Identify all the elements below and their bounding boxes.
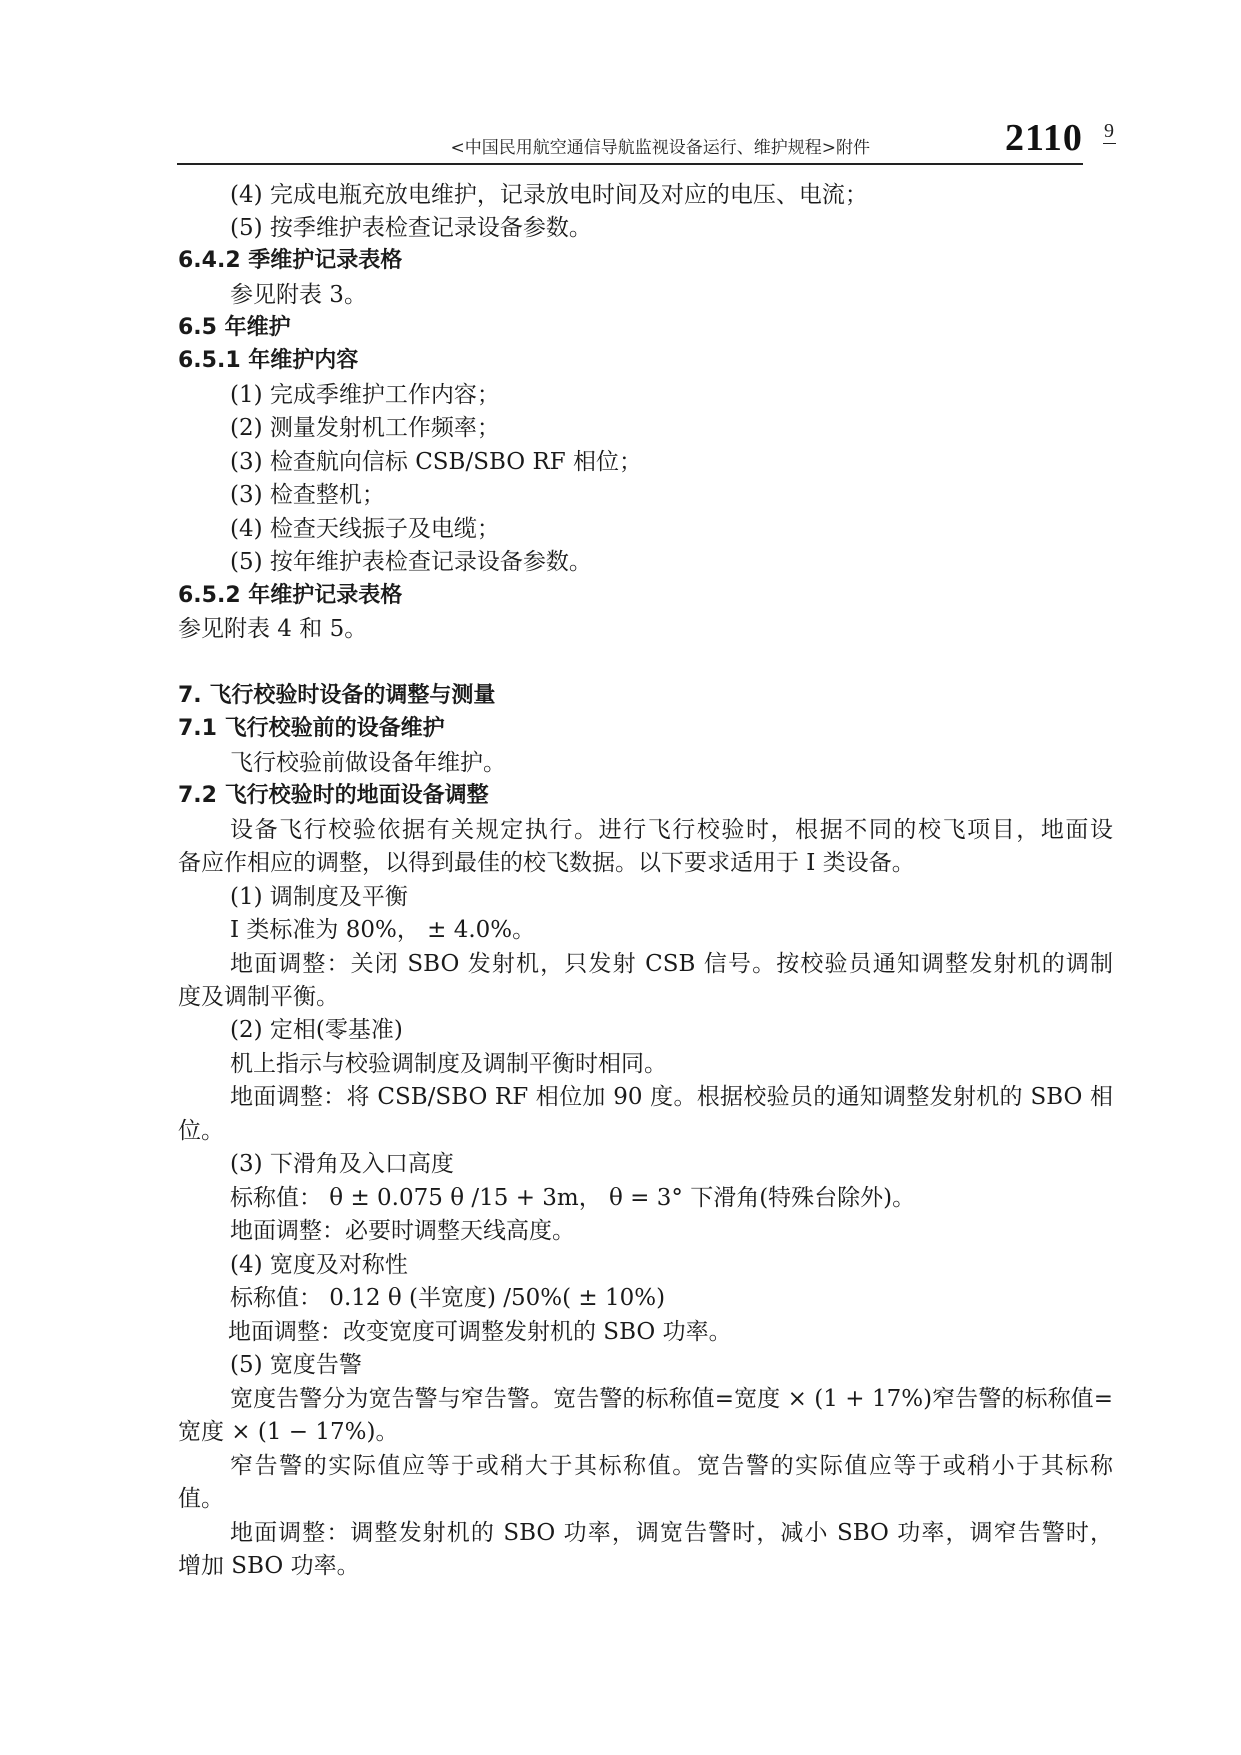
paragraph-line: 地面调整：将 CSB/SBO RF 相位加 90 度。根据校验员的通知调整发射机的 SBO 相 [230,1084,1113,1110]
list-item: (4) 宽度及对称性 [230,1252,408,1278]
paragraph-line: 度及调制平衡。 [178,984,339,1010]
paragraph-line: 飞行校验前做设备年维护。 [230,750,506,776]
section-heading: 7.1 飞行校验前的设备维护 [178,716,445,741]
section-heading: 7.2 飞行校验时的地面设备调整 [178,783,489,808]
paragraph-line: 参见附表 4 和 5。 [178,616,368,642]
list-item: (3) 检查整机； [230,482,385,508]
paragraph-line: 备应作相应的调整，以得到最佳的校飞数据。以下要求适用于 I 类设备。 [178,850,915,876]
document-number: 2110 [1005,117,1083,159]
paragraph-line: I 类标准为 80%， ± 4.0%。 [230,917,536,943]
list-item: (5) 宽度告警 [230,1352,362,1378]
list-item: (3) 下滑角及入口高度 [230,1151,454,1177]
paragraph-line: 地面调整：调整发射机的 SBO 功率，调宽告警时，减小 SBO 功率，调窄告警时， [230,1520,1113,1546]
running-header-title: <中国民用航空通信导航监视设备运行、维护规程>附件 [450,138,870,158]
paragraph-line: 机上指示与校验调制度及调制平衡时相同。 [230,1051,667,1077]
page-number-underline [1103,143,1116,144]
paragraph-line: 参见附表 3。 [230,282,367,308]
chapter-heading: 7. 飞行校验时设备的调整与测量 [178,683,496,708]
list-item: (1) 完成季维护工作内容； [230,382,500,408]
list-item: (5) 按季维护表检查记录设备参数。 [230,215,592,241]
paragraph-line: 地面调整：关闭 SBO 发射机，只发射 CSB 信号。按校验员通知调整发射机的调制 [230,951,1113,977]
paragraph-line: 地面调整：必要时调整天线高度。 [230,1218,575,1244]
list-item: (2) 定相(零基准) [230,1017,403,1043]
section-heading: 6.5.1 年维护内容 [178,348,359,373]
section-heading: 6.5.2 年维护记录表格 [178,583,403,608]
paragraph-line: 位。 [178,1118,224,1144]
paragraph-line: 增加 SBO 功率。 [178,1553,360,1579]
paragraph-line: 宽度告警分为宽告警与窄告警。宽告警的标称值=宽度 × (1 + 17%)窄告警的标称值= [230,1386,1113,1412]
list-item: (3) 检查航向信标 CSB/SBO RF 相位； [230,449,643,475]
paragraph-line: 窄告警的实际值应等于或稍大于其标称值。宽告警的实际值应等于或稍小于其标称 [230,1453,1113,1479]
list-item: (2) 测量发射机工作频率； [230,415,500,441]
list-item: (1) 调制度及平衡 [230,884,408,910]
paragraph-line: 宽度 × (1 − 17%)。 [178,1419,399,1445]
section-heading: 6.4.2 季维护记录表格 [178,248,403,273]
page-number: 9 [1104,120,1114,142]
paragraph-line: 地面调整：改变宽度可调整发射机的 SBO 功率。 [228,1319,732,1345]
paragraph-line: 值。 [178,1486,224,1512]
section-heading: 6.5 年维护 [178,315,291,340]
header-rule [177,163,1083,165]
list-item: (4) 完成电瓶充放电维护，记录放电时间及对应的电压、电流； [230,182,868,208]
paragraph-line: 设备飞行校验依据有关规定执行。进行飞行校验时，根据不同的校飞项目，地面设 [230,817,1113,843]
list-item: (4) 检查天线振子及电缆； [230,516,500,542]
paragraph-line: 标称值： θ ± 0.075 θ /15 + 3m， θ = 3° 下滑角(特殊台除外)。 [230,1185,916,1211]
paragraph-line: 标称值： 0.12 θ (半宽度) /50%( ± 10%) [230,1285,666,1311]
list-item: (5) 按年维护表检查记录设备参数。 [230,549,592,575]
